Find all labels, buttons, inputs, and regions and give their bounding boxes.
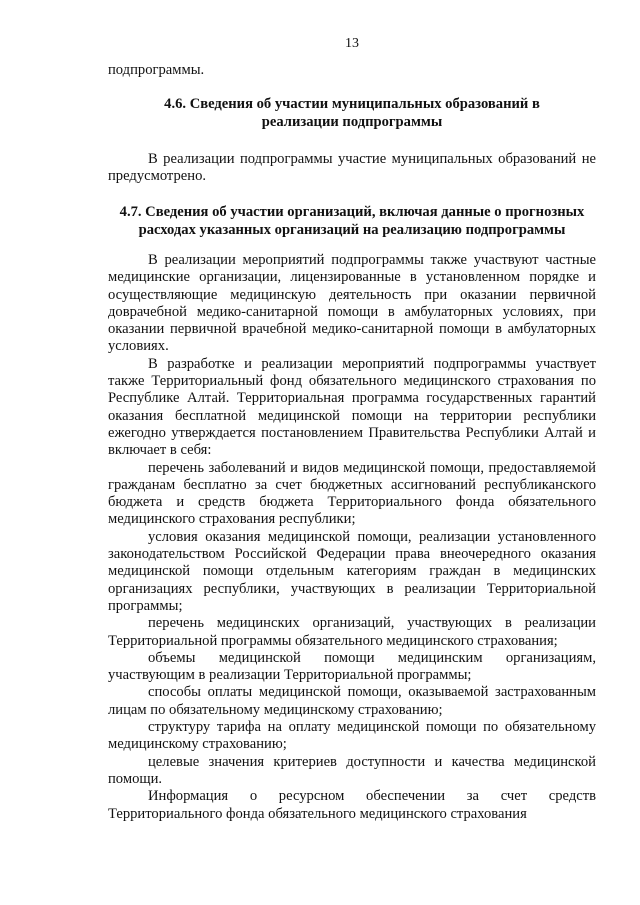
list-item: условия оказания медицинской помощи, реализации установленного законодательством Российской Федерации права внеочередного оказания медицинской помощи отдельным категориям граждан в медицинских организациях республики, участвующих в реализации Территориальной программы; <box>108 528 596 614</box>
page-number: 13 <box>345 36 359 51</box>
paragraph: В разработке и реализации мероприятий подпрограммы участвует также Территориальный фонд обязательного медицинского страхования по Республике Алтай. Территориальная программа государственных гарантий оказания бесплатной медицинской помощи на территории республики ежегодно утверждается постановлением Правительства Республики Алтай и включает в себя: <box>108 355 596 459</box>
lead-fragment-block <box>108 62 596 79</box>
lead-fragment: подпрограммы. <box>108 62 205 78</box>
list-item: объемы медицинской помощи медицинским организациям, участвующим в реализации Территориальной программы; <box>108 649 596 684</box>
section-4-7-body <box>108 252 596 823</box>
list-item: структуру тарифа на оплату медицинской помощи по обязательному медицинскому страхованию; <box>108 719 596 753</box>
section-4-6-heading: 4.6. Сведения об участии муниципальных образований в реализации подпрограммы <box>164 96 540 130</box>
list-item: целевые значения критериев доступности и качества медицинской помощи. <box>108 753 596 787</box>
section-4-6-body <box>108 151 596 186</box>
paragraph: Информация о ресурсном обеспечении за счет средств Территориального фонда обязательного медицинского страхования <box>108 788 596 822</box>
paragraph: В реализации мероприятий подпрограммы также участвуют частные медицинские организации, лицензированные в установленном порядке и осуществляющие медицинскую деятельность при оказании первичной доврачебной медико-санитарной помощи в амбулаторных условиях, при оказании первичной врачебной медико-санитарной помощи в амбулаторных условиях. <box>108 252 596 355</box>
list-item: перечень медицинских организаций, участвующих в реализации Территориальной программы обязательного медицинского страхования; <box>108 615 596 649</box>
list-item: способы оплаты медицинской помощи, оказываемой застрахованным лицам по обязательному медицинскому страхованию; <box>108 684 596 718</box>
section-4-6-paragraph: В реализации подпрограммы участие муниципальных образований не предусмотрено. <box>108 151 596 185</box>
section-4-7-heading: 4.7. Сведения об участии организаций, включая данные о прогнозных расходах указанных организаций на реализацию подпрограммы <box>119 204 585 238</box>
list-item: перечень заболеваний и видов медицинской помощи, предоставляемой гражданам бесплатно за счет бюджетных ассигнований республиканского бюджета и средств бюджета Территориального фонда обязательного медицинского страхования республики; <box>108 459 596 528</box>
